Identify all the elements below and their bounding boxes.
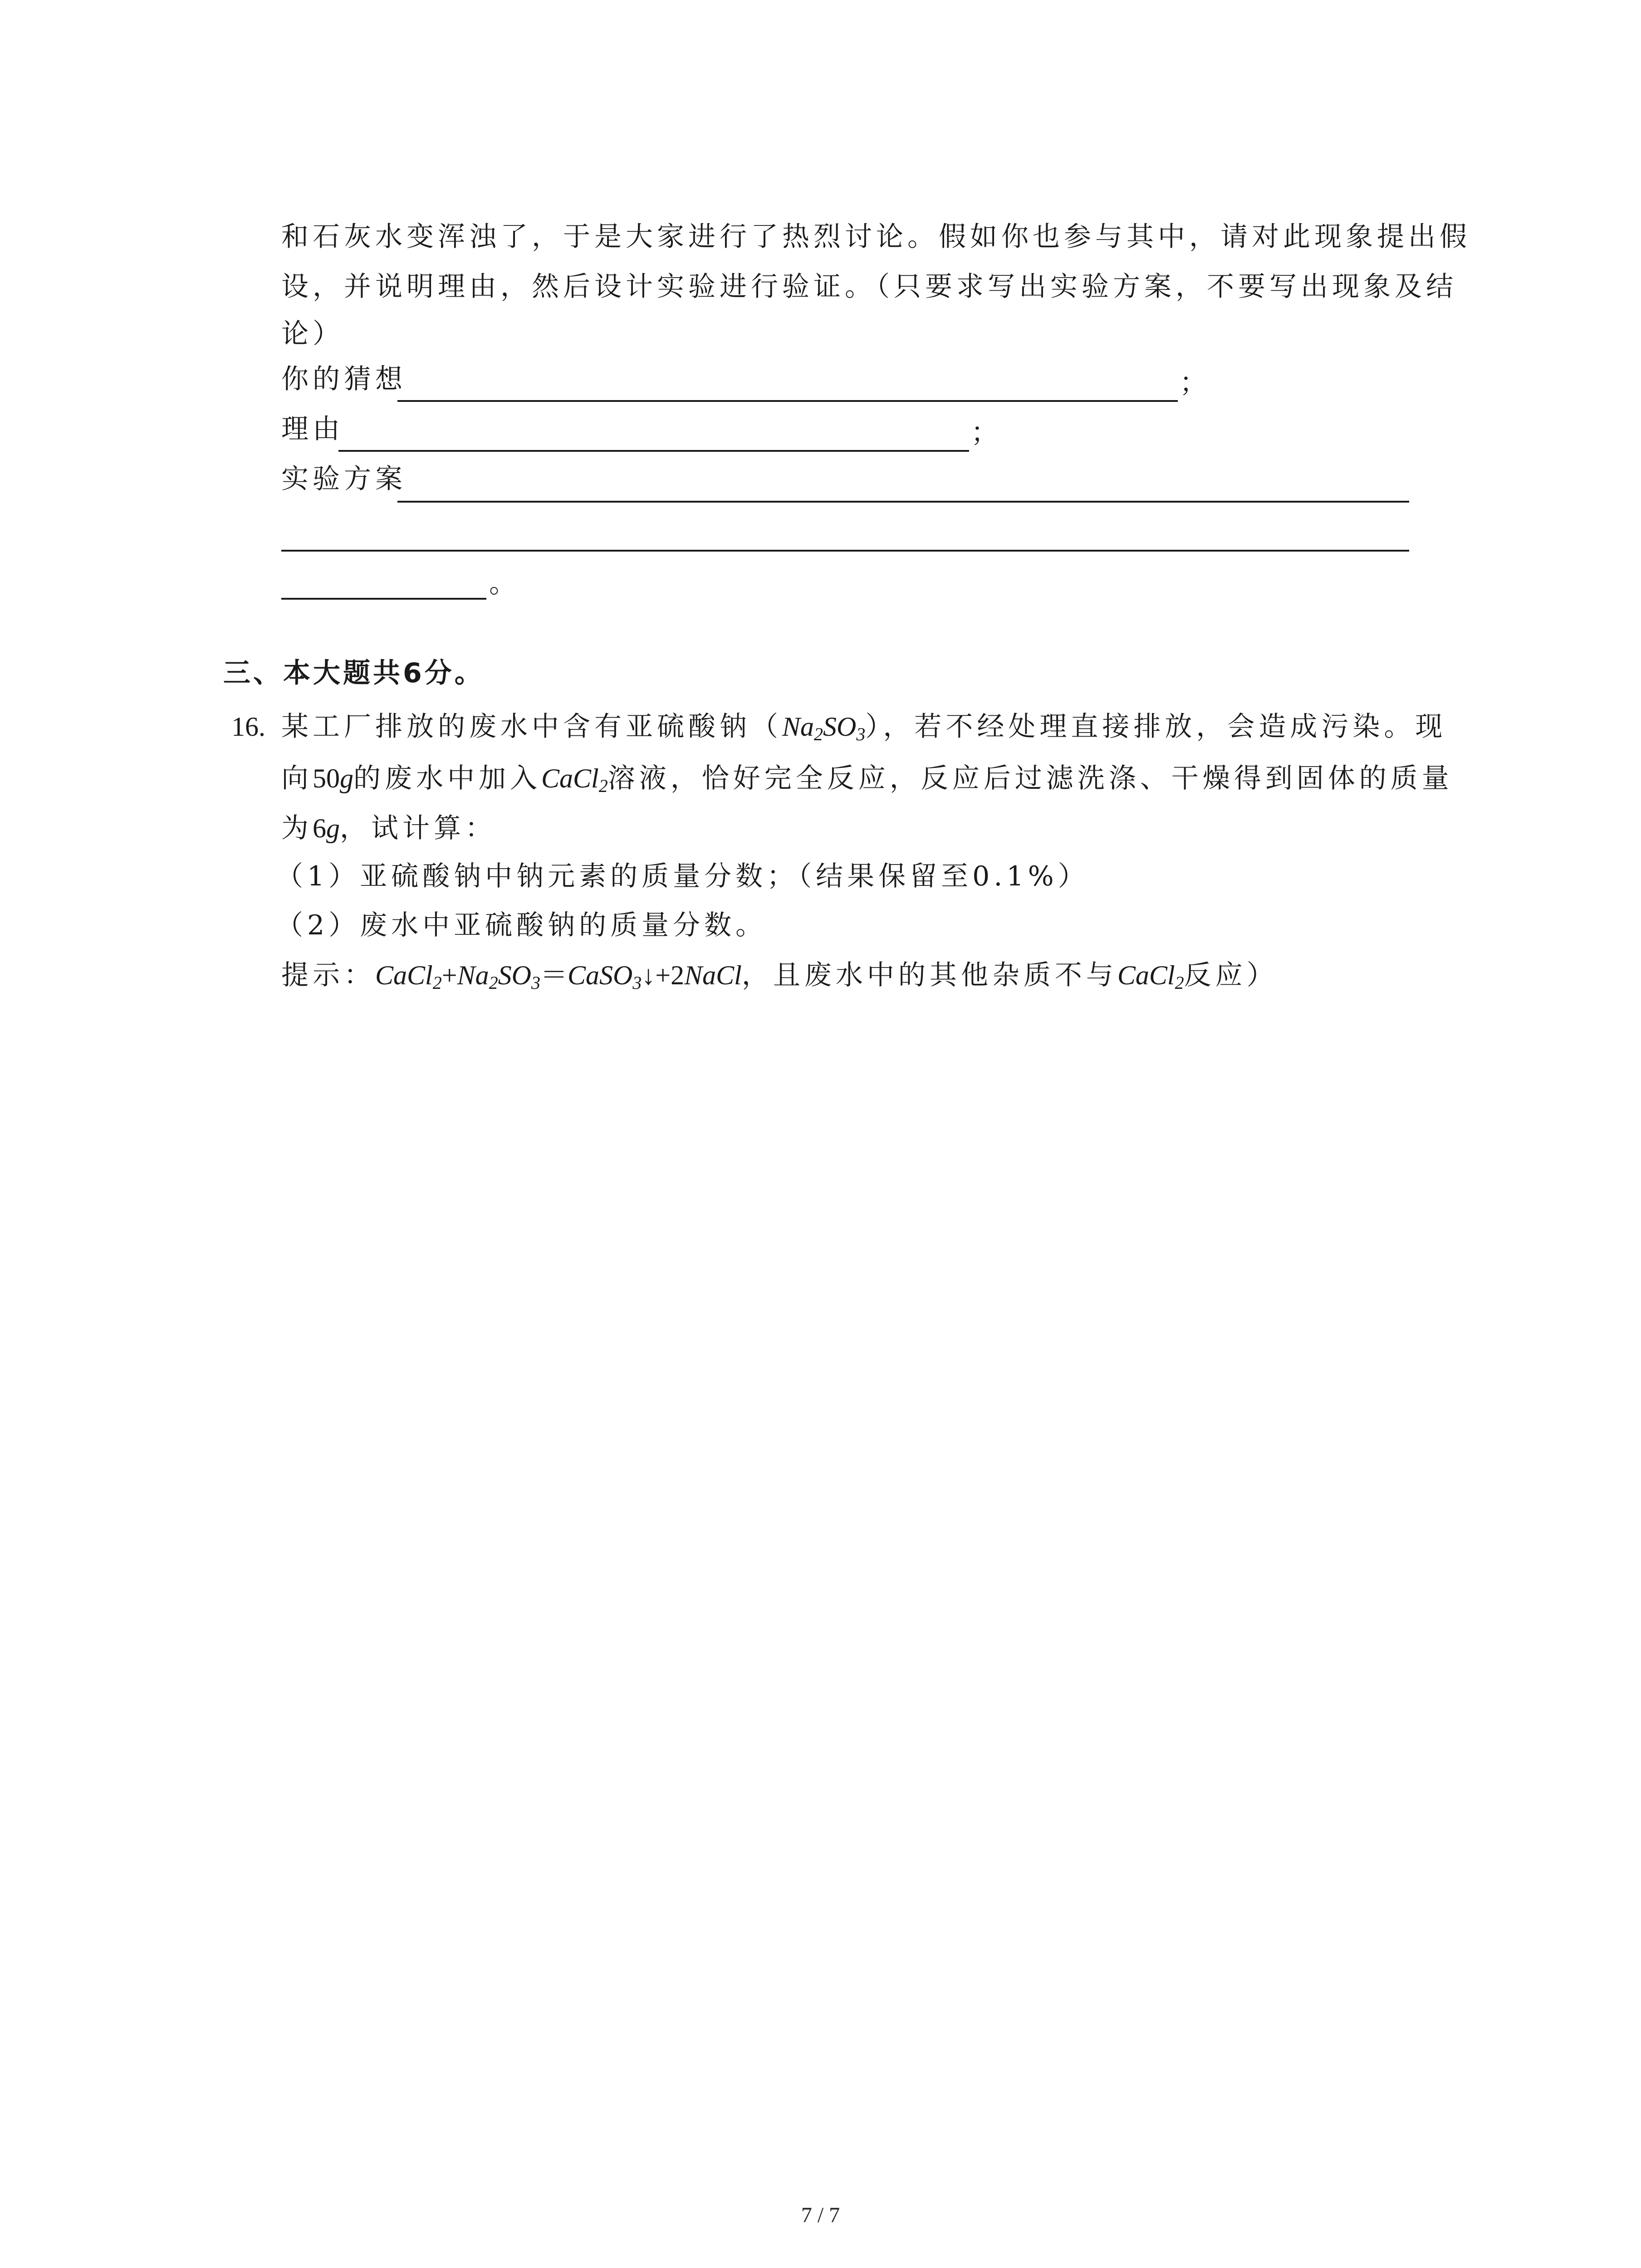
plan-answer-blank-3[interactable] bbox=[281, 598, 486, 600]
formula-subscript: 3 bbox=[531, 973, 540, 993]
q16-l1-text-a: 某工厂排放的废水中含有亚硫酸钠（ bbox=[281, 711, 782, 743]
q16-l3-text-a: 为 bbox=[281, 812, 313, 844]
q16-subquestion-1: （1）亚硫酸钠中钠元素的质量分数；（结果保留至0.1%） bbox=[276, 860, 1089, 892]
q15-text-line-1: 和石灰水变浑浊了，于是大家进行了热烈讨论。假如你也参与其中，请对此现象提出假 bbox=[281, 221, 1471, 253]
q16-subquestion-2: （2）废水中亚硫酸钠的质量分数。 bbox=[276, 909, 767, 941]
plan-answer-blank-2[interactable] bbox=[281, 550, 1409, 552]
guess-label: 你的猜想 bbox=[281, 363, 407, 395]
mass-value-6: 6 bbox=[313, 813, 326, 843]
formula-part: CaCl bbox=[541, 763, 599, 793]
formula-cacl2 bbox=[541, 763, 608, 796]
formula-part: CaSO bbox=[567, 960, 633, 990]
reaction-equation bbox=[375, 960, 742, 993]
formula-subscript: 2 bbox=[432, 973, 442, 993]
q16-hint bbox=[281, 959, 1278, 992]
hint-text-b: ，且废水中的其他杂质不与 bbox=[741, 959, 1117, 991]
unit-g: g bbox=[340, 763, 353, 793]
plan-end-mark: 。 bbox=[489, 567, 520, 599]
mass-value-50: 50 bbox=[313, 763, 340, 793]
formula-part: Na bbox=[782, 712, 814, 742]
formula-subscript: 2 bbox=[1175, 973, 1184, 993]
question-16-number: 16. bbox=[231, 712, 265, 742]
q16-l1-text-b: ），若不经处理直接排放，会造成污染。现 bbox=[865, 711, 1447, 743]
hint-text-c: 反应） bbox=[1184, 959, 1278, 991]
formula-subscript: 2 bbox=[598, 776, 608, 796]
formula-subscript: 2 bbox=[814, 724, 823, 744]
reason-label: 理由 bbox=[281, 413, 344, 445]
precipitate-arrow-icon: ↓+2 bbox=[642, 960, 685, 990]
formula-part: CaCl bbox=[375, 960, 433, 990]
unit-g: g bbox=[326, 813, 340, 843]
hint-label: 提示： bbox=[281, 959, 375, 991]
equals-sign: ＝ bbox=[540, 960, 568, 990]
formula-part: NaCl bbox=[684, 960, 742, 990]
guess-answer-blank[interactable] bbox=[397, 400, 1178, 402]
formula-subscript: 3 bbox=[856, 724, 866, 744]
reason-end-mark: ； bbox=[971, 417, 1002, 449]
q16-l2-text-c: 溶液，恰好完全反应，反应后过滤洗涤、干燥得到固体的质量 bbox=[607, 763, 1453, 794]
q16-l2-text-a: 向 bbox=[281, 763, 313, 794]
formula-na2so3 bbox=[782, 712, 865, 742]
plan-answer-blank-1[interactable] bbox=[397, 501, 1409, 503]
formula-subscript: 2 bbox=[489, 973, 498, 993]
q16-l3-text-b: ，试计算： bbox=[340, 812, 496, 844]
q16-text-line-2 bbox=[281, 762, 1453, 795]
formula-part: Na bbox=[457, 960, 489, 990]
formula-subscript: 3 bbox=[632, 973, 642, 993]
q16-l2-text-b: 的废水中加入 bbox=[353, 763, 541, 794]
q16-text-line-1 bbox=[281, 710, 1446, 743]
guess-end-mark: ； bbox=[1180, 367, 1211, 399]
section-3-title: 三、本大题共6分。 bbox=[223, 657, 485, 689]
q16-text-line-3 bbox=[281, 812, 496, 845]
formula-part: SO bbox=[823, 712, 857, 742]
page-number: 7 / 7 bbox=[801, 2203, 840, 2227]
reason-answer-blank[interactable] bbox=[338, 450, 969, 452]
formula-part: CaCl bbox=[1117, 960, 1175, 990]
formula-cacl2 bbox=[1117, 960, 1184, 993]
plan-label: 实验方案 bbox=[281, 463, 407, 495]
q15-text-line-3: 论） bbox=[281, 318, 344, 350]
formula-part: SO bbox=[498, 960, 531, 990]
q15-text-line-2: 设，并说明理由，然后设计实验进行验证。（只要求写出实验方案，不要写出现象及结 bbox=[281, 271, 1457, 303]
plus-sign: + bbox=[441, 960, 457, 990]
